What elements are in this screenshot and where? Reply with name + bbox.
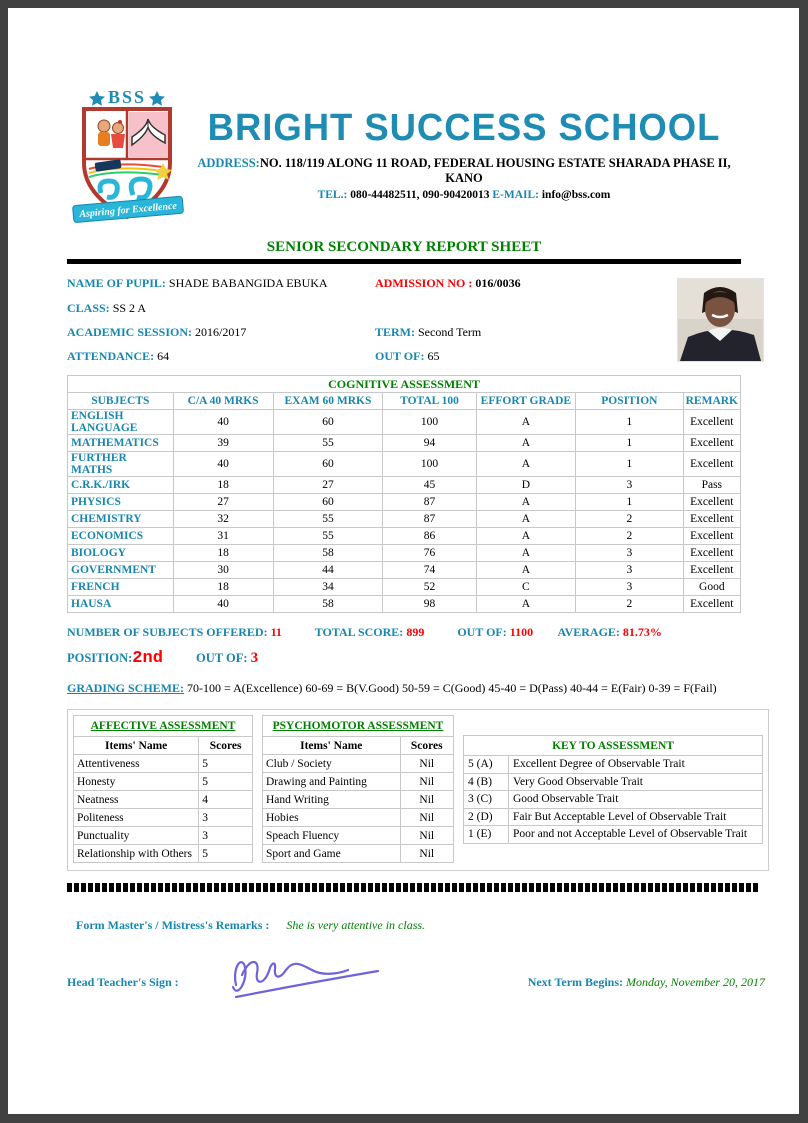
signature-row — [67, 949, 765, 1019]
list-item — [74, 827, 253, 845]
effort-grade: A — [476, 494, 575, 511]
exam-score: 55 — [273, 435, 383, 452]
key-description: Very Good Observable Trait — [509, 773, 763, 791]
ca-score: 39 — [173, 435, 273, 452]
attendance-outof-label: OUT OF: — [375, 349, 425, 363]
psychomotor-title: PSYCHOMOTOR ASSESSMENT — [263, 716, 454, 737]
effort-grade: A — [476, 435, 575, 452]
attendance-label: ATTENDANCE: — [67, 349, 155, 363]
cognitive-title: COGNITIVE ASSESSMENT — [68, 376, 741, 393]
subject-remark: Excellent — [683, 435, 740, 452]
affective-table — [73, 715, 253, 863]
list-item — [464, 808, 763, 826]
effort-grade: C — [476, 579, 575, 596]
exam-score: 60 — [273, 494, 383, 511]
table-row — [68, 545, 741, 562]
psychomotor-score: Nil — [400, 845, 453, 863]
total-score: 87 — [383, 511, 476, 528]
psychomotor-item: Hobies — [263, 809, 401, 827]
list-item — [74, 809, 253, 827]
total-score-value: 899 — [406, 625, 425, 639]
col-header-remark: REMARK — [683, 393, 740, 410]
col-header-exam: EXAM 60 MRKS — [273, 393, 383, 410]
info-row-2 — [67, 301, 741, 316]
school-name: BRIGHT SUCCESS SCHOOL — [207, 107, 721, 149]
position-outof-label: OUT OF: — [196, 651, 248, 665]
list-item — [74, 773, 253, 791]
school-logo — [67, 85, 187, 227]
cognitive-caption-row — [68, 376, 741, 393]
average-label: AVERAGE: — [557, 625, 620, 639]
table-row — [68, 511, 741, 528]
subject-name: MATHEMATICS — [68, 435, 174, 452]
remarks-label: Form Master's / Mistress's Remarks : — [76, 918, 270, 932]
logo-motto-text: Aspiring for Excellence — [78, 200, 178, 221]
logo-text: BSS — [107, 87, 147, 107]
list-item — [263, 809, 454, 827]
lower-assessments — [67, 709, 769, 871]
affective-item: Honesty — [74, 773, 199, 791]
position-line — [67, 649, 741, 668]
attendance-value: 64 — [157, 349, 170, 363]
table-row — [68, 528, 741, 545]
report-page — [8, 8, 799, 1114]
total-score: 74 — [383, 562, 476, 579]
subject-remark: Excellent — [683, 452, 740, 477]
next-term-label: Next Term Begins: — [527, 975, 624, 989]
score-outof-label: OUT OF: — [457, 625, 507, 639]
table-row — [68, 435, 741, 452]
pupil-info — [67, 274, 741, 369]
list-item — [74, 755, 253, 773]
admission-label: ADMISSION NO : — [375, 276, 473, 290]
pupil-photo — [677, 278, 764, 362]
subject-position: 1 — [576, 410, 684, 435]
subjects-offered-value: 11 — [270, 625, 282, 639]
subject-name: ENGLISH LANGUAGE — [68, 410, 174, 435]
psychomotor-item: Drawing and Painting — [263, 773, 401, 791]
affective-score: 5 — [199, 845, 253, 863]
remarks-value: She is very attentive in class. — [286, 918, 426, 932]
subject-name: ECONOMICS — [68, 528, 174, 545]
psychomotor-table — [262, 715, 454, 863]
subject-position: 1 — [576, 494, 684, 511]
affective-item: Relationship with Others — [74, 845, 199, 863]
subject-remark: Excellent — [683, 410, 740, 435]
exam-score: 60 — [273, 410, 383, 435]
subject-name: HAUSA — [68, 596, 174, 613]
col-header-effort: EFFORT GRADE — [476, 393, 575, 410]
position-value: 2nd — [132, 649, 163, 668]
next-term-line — [528, 975, 765, 990]
effort-grade: A — [476, 596, 575, 613]
title-rule — [67, 259, 741, 264]
ca-score: 18 — [173, 579, 273, 596]
subject-position: 1 — [576, 452, 684, 477]
key-code: 5 (A) — [464, 756, 509, 774]
list-item — [464, 791, 763, 809]
psychomotor-score: Nil — [400, 791, 453, 809]
subject-position: 3 — [576, 579, 684, 596]
col-header-position: POSITION — [576, 393, 684, 410]
list-item — [464, 756, 763, 774]
subject-remark: Excellent — [683, 562, 740, 579]
subject-remark: Good — [683, 579, 740, 596]
signature-icon — [222, 943, 387, 1005]
subject-position: 1 — [576, 435, 684, 452]
key-title: KEY TO ASSESSMENT — [464, 736, 763, 756]
list-item — [74, 791, 253, 809]
effort-grade: A — [476, 562, 575, 579]
subject-remark: Excellent — [683, 528, 740, 545]
school-address-line — [187, 156, 741, 186]
key-description: Good Observable Trait — [509, 791, 763, 809]
total-score: 45 — [383, 477, 476, 494]
list-item — [74, 845, 253, 863]
key-description: Excellent Degree of Observable Trait — [509, 756, 763, 774]
effort-grade: D — [476, 477, 575, 494]
exam-score: 44 — [273, 562, 383, 579]
info-row-1 — [67, 276, 741, 291]
effort-grade: A — [476, 410, 575, 435]
cognitive-header-row — [68, 393, 741, 410]
subject-remark: Excellent — [683, 596, 740, 613]
attendance-outof-value: 65 — [427, 349, 440, 363]
class-value: SS 2 A — [112, 301, 147, 315]
table-row — [68, 452, 741, 477]
psychomotor-item: Club / Society — [263, 755, 401, 773]
position-outof-value: 3 — [250, 650, 259, 666]
class-label: CLASS: — [67, 301, 110, 315]
subject-remark: Excellent — [683, 511, 740, 528]
ca-score: 40 — [173, 410, 273, 435]
psychomotor-panel — [262, 715, 454, 863]
list-item — [263, 773, 454, 791]
psychomotor-item: Sport and Game — [263, 845, 401, 863]
position-label: POSITION: — [67, 651, 133, 665]
subject-name: CHEMISTRY — [68, 511, 174, 528]
affective-panel — [73, 715, 253, 863]
list-item — [263, 755, 454, 773]
subject-name: BIOLOGY — [68, 545, 174, 562]
average-value: 81.73% — [622, 625, 662, 639]
total-score: 87 — [383, 494, 476, 511]
address-value: NO. 118/119 ALONG 11 ROAD, FEDERAL HOUSING ESTATE SHARADA PHASE II, KANO — [259, 156, 731, 185]
ca-score: 18 — [173, 477, 273, 494]
total-score: 100 — [383, 452, 476, 477]
psychomotor-items-header: Items' Name — [263, 737, 401, 755]
email-value: info@bss.com — [541, 189, 611, 201]
psychomotor-score: Nil — [400, 773, 453, 791]
grading-line — [67, 681, 741, 696]
info-row-3 — [67, 325, 741, 340]
table-row — [68, 477, 741, 494]
affective-item: Politeness — [74, 809, 199, 827]
effort-grade: A — [476, 452, 575, 477]
admission-cell — [375, 276, 521, 291]
exam-score: 58 — [273, 545, 383, 562]
affective-item: Attentiveness — [74, 755, 199, 773]
table-row — [68, 579, 741, 596]
subject-name: FRENCH — [68, 579, 174, 596]
subject-remark: Pass — [683, 477, 740, 494]
key-code: 3 (C) — [464, 791, 509, 809]
subject-remark: Excellent — [683, 545, 740, 562]
affective-title: AFFECTIVE ASSESSMENT — [74, 716, 253, 737]
summary-line — [67, 625, 741, 640]
subject-remark: Excellent — [683, 494, 740, 511]
exam-score: 60 — [273, 452, 383, 477]
ca-score: 31 — [173, 528, 273, 545]
report-title: SENIOR SECONDARY REPORT SHEET — [266, 239, 542, 255]
head-teacher-sign-label: Head Teacher's Sign : — [67, 975, 179, 989]
term-cell — [375, 325, 481, 340]
address-label: ADDRESS: — [197, 156, 260, 170]
tel-value: 080-44482511, 090-90420013 — [350, 189, 490, 201]
subject-position: 3 — [576, 477, 684, 494]
subject-position: 3 — [576, 545, 684, 562]
grading-label: GRADING SCHEME: — [67, 681, 185, 695]
table-row — [68, 410, 741, 435]
total-score: 76 — [383, 545, 476, 562]
session-value: 2016/2017 — [195, 325, 247, 339]
list-item — [263, 827, 454, 845]
logo-star-left-icon — [89, 91, 105, 106]
email-label: E-MAIL: — [492, 189, 539, 201]
pupil-name-label: NAME OF PUPIL: — [67, 276, 166, 290]
exam-score: 27 — [273, 477, 383, 494]
psychomotor-item: Speach Fluency — [263, 827, 401, 845]
pupil-name-value: SHADE BABANGIDA EBUKA — [168, 276, 328, 290]
subjects-offered-label: NUMBER OF SUBJECTS OFFERED: — [67, 625, 268, 639]
subject-name: C.R.K./IRK — [68, 477, 174, 494]
session-label: ACADEMIC SESSION: — [67, 325, 193, 339]
list-item — [263, 845, 454, 863]
key-description: Poor and not Acceptable Level of Observable Trait — [509, 826, 763, 844]
attendance-outof-cell — [375, 349, 439, 364]
total-score: 100 — [383, 410, 476, 435]
exam-score: 34 — [273, 579, 383, 596]
affective-items-header: Items' Name — [74, 737, 199, 755]
school-head-text — [187, 85, 741, 227]
list-item — [464, 826, 763, 844]
subject-position: 2 — [576, 596, 684, 613]
grading-scheme: 70-100 = A(Excellence) 60-69 = B(V.Good) 50-59 = C(Good) 45-40 = D(Pass) 40-44 = E(Fair) 0-39 = F(Fail) — [187, 681, 717, 695]
key-code: 1 (E) — [464, 826, 509, 844]
key-code: 4 (B) — [464, 773, 509, 791]
subject-name: FURTHER MATHS — [68, 452, 174, 477]
exam-score: 58 — [273, 596, 383, 613]
col-header-ca: C/A 40 MRKS — [173, 393, 273, 410]
ca-score: 40 — [173, 596, 273, 613]
affective-item: Punctuality — [74, 827, 199, 845]
subject-position: 2 — [576, 528, 684, 545]
ca-score: 40 — [173, 452, 273, 477]
subject-name: PHYSICS — [68, 494, 174, 511]
school-contact-line — [187, 189, 741, 201]
table-row — [68, 562, 741, 579]
ca-score: 30 — [173, 562, 273, 579]
form-master-remarks — [67, 918, 741, 933]
psychomotor-item: Hand Writing — [263, 791, 401, 809]
school-crest-icon — [67, 85, 187, 227]
total-score: 94 — [383, 435, 476, 452]
exam-score: 55 — [273, 511, 383, 528]
school-header — [67, 85, 741, 227]
exam-score: 55 — [273, 528, 383, 545]
effort-grade: A — [476, 511, 575, 528]
head-teacher-signature — [222, 943, 387, 1009]
info-row-4 — [67, 349, 741, 364]
divider-barcode — [67, 883, 760, 892]
effort-grade: A — [476, 528, 575, 545]
col-header-subjects: SUBJECTS — [68, 393, 174, 410]
term-label: TERM: — [375, 325, 415, 339]
tel-label: TEL.: — [317, 189, 348, 201]
subject-name: GOVERNMENT — [68, 562, 174, 579]
psychomotor-scores-header: Scores — [400, 737, 453, 755]
key-table — [463, 735, 763, 844]
col-header-total: TOTAL 100 — [383, 393, 476, 410]
list-item — [263, 791, 454, 809]
affective-score: 3 — [199, 827, 253, 845]
key-code: 2 (D) — [464, 808, 509, 826]
logo-book-icon — [129, 112, 168, 157]
logo-star-right-icon — [149, 91, 165, 106]
affective-scores-header: Scores — [199, 737, 253, 755]
affective-score: 4 — [199, 791, 253, 809]
subject-position: 2 — [576, 511, 684, 528]
table-row — [68, 596, 741, 613]
affective-score: 3 — [199, 809, 253, 827]
affective-score: 5 — [199, 773, 253, 791]
total-score-label: TOTAL SCORE: — [314, 625, 404, 639]
score-outof-value: 1100 — [509, 625, 534, 639]
ca-score: 32 — [173, 511, 273, 528]
next-term-value: Monday, November 20, 2017 — [626, 975, 765, 989]
total-score: 86 — [383, 528, 476, 545]
effort-grade: A — [476, 545, 575, 562]
total-score: 98 — [383, 596, 476, 613]
ca-score: 18 — [173, 545, 273, 562]
psychomotor-score: Nil — [400, 827, 453, 845]
psychomotor-score: Nil — [400, 755, 453, 773]
cognitive-table — [67, 375, 741, 613]
total-score: 52 — [383, 579, 476, 596]
key-description: Fair But Acceptable Level of Observable Trait — [509, 808, 763, 826]
admission-value: 016/0036 — [475, 276, 521, 290]
table-row — [68, 494, 741, 511]
affective-item: Neatness — [74, 791, 199, 809]
psychomotor-score: Nil — [400, 809, 453, 827]
affective-score: 5 — [199, 755, 253, 773]
list-item — [464, 773, 763, 791]
pupil-photo-image — [678, 279, 763, 361]
key-panel — [463, 715, 763, 863]
subject-position: 3 — [576, 562, 684, 579]
term-value: Second Term — [418, 325, 482, 339]
ca-score: 27 — [173, 494, 273, 511]
